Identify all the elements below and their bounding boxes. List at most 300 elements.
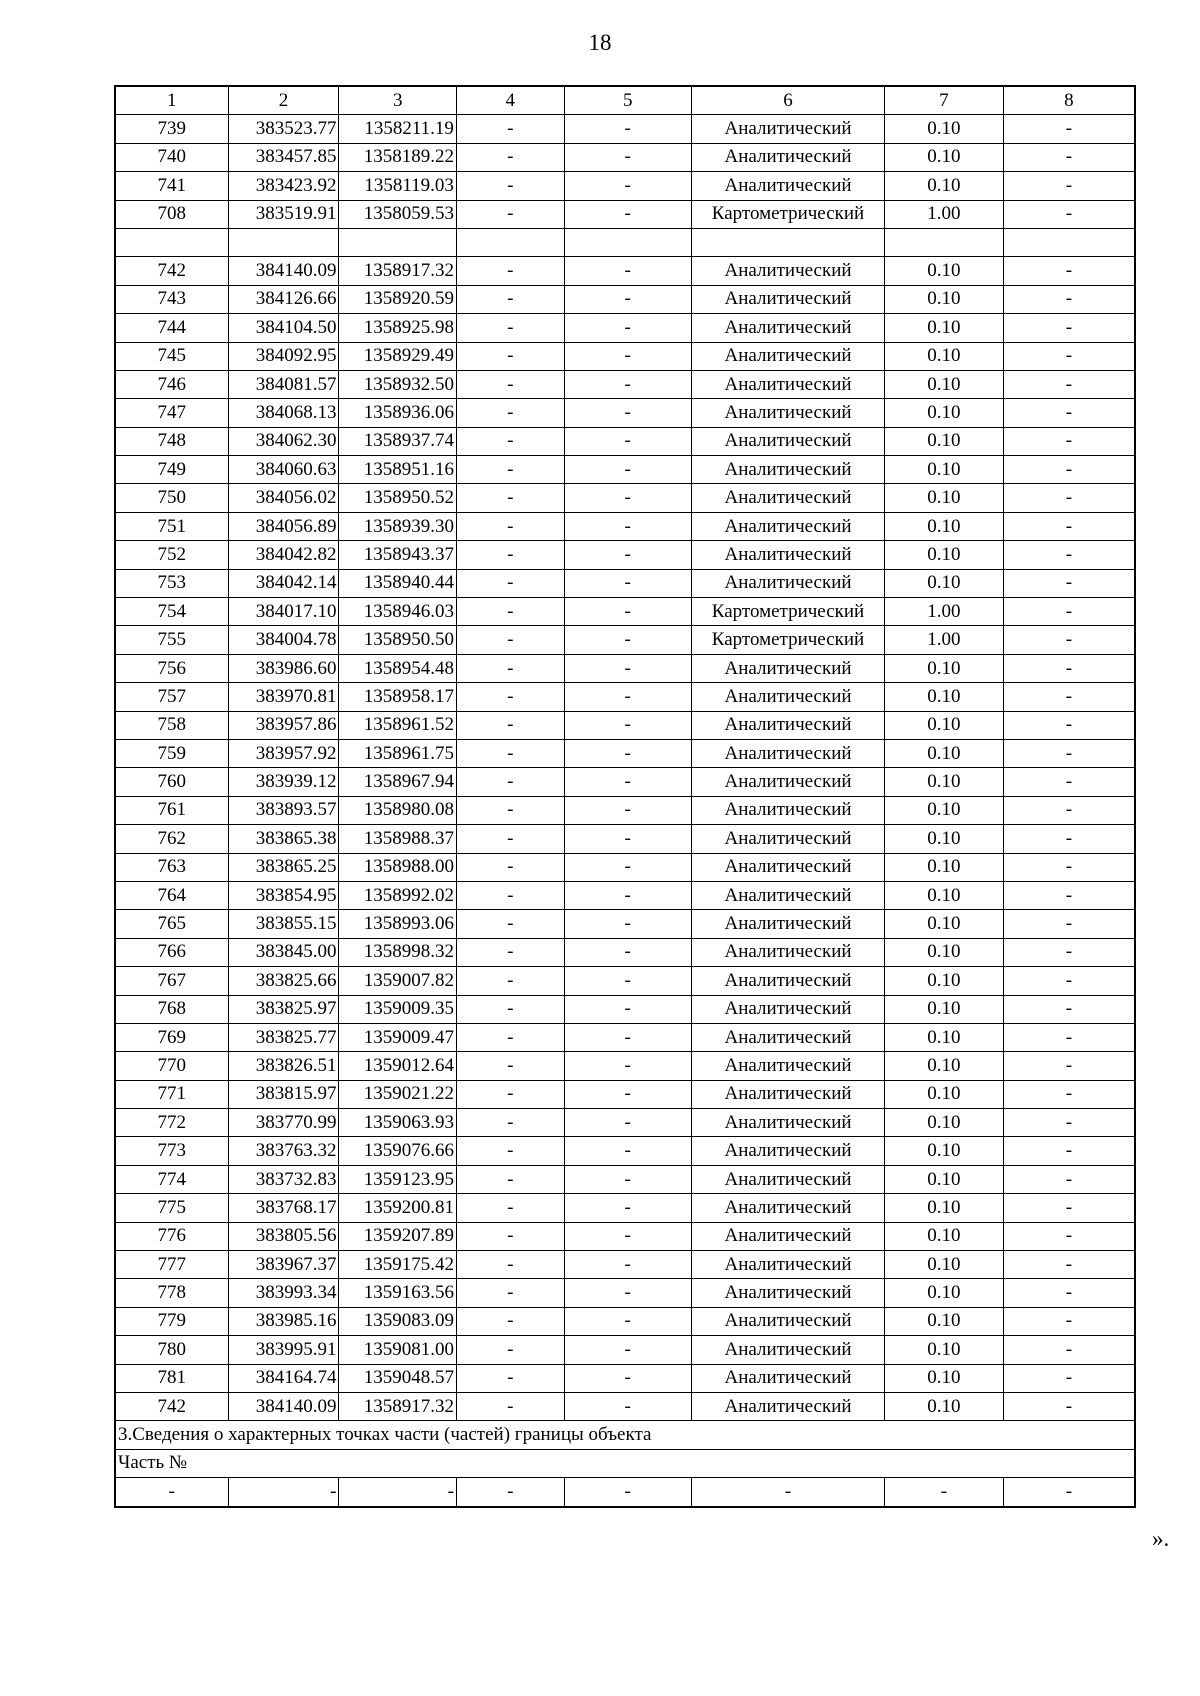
table-cell: -: [564, 1165, 691, 1193]
table-cell: 0.10: [885, 342, 1004, 370]
table-cell: -: [456, 569, 564, 597]
table-cell: 384164.74: [228, 1364, 339, 1392]
table-cell: 766: [115, 938, 228, 966]
table-cell: 383957.92: [228, 739, 339, 767]
table-cell: -: [564, 967, 691, 995]
table-row: [115, 1165, 1135, 1193]
table-cell: 781: [115, 1364, 228, 1392]
table-cell: -: [1003, 825, 1135, 853]
table-cell: 0.10: [885, 1251, 1004, 1279]
table-cell: 763: [115, 853, 228, 881]
table-cell: -: [1003, 512, 1135, 540]
table-cell: 762: [115, 825, 228, 853]
table-cell: -: [1003, 370, 1135, 398]
table-cell: -: [1003, 456, 1135, 484]
table-cell: -: [564, 626, 691, 654]
table-cell: 0.10: [885, 512, 1004, 540]
table-cell: 383939.12: [228, 768, 339, 796]
table-cell: 750: [115, 484, 228, 512]
table-cell: 1359081.00: [339, 1336, 456, 1364]
table-cell: 384092.95: [228, 342, 339, 370]
table-cell: -: [564, 910, 691, 938]
table-row: [115, 825, 1135, 853]
table-cell: 746: [115, 370, 228, 398]
column-header: 5: [564, 86, 691, 115]
table-cell: -: [1003, 1478, 1135, 1507]
table-cell: 0.10: [885, 1080, 1004, 1108]
table-cell: 1359163.56: [339, 1279, 456, 1307]
table-cell: 384081.57: [228, 370, 339, 398]
table-cell: 0.10: [885, 1279, 1004, 1307]
table-cell: -: [1003, 427, 1135, 455]
table-row: [115, 427, 1135, 455]
table-cell: -: [1003, 626, 1135, 654]
table-cell: -: [564, 484, 691, 512]
table-cell: 768: [115, 995, 228, 1023]
table-cell: -: [564, 1137, 691, 1165]
table-cell: 0.10: [885, 1165, 1004, 1193]
table-cell: [691, 228, 884, 256]
table-cell: 1.00: [885, 200, 1004, 228]
table-cell: -: [456, 1364, 564, 1392]
blank-row: [115, 228, 1135, 256]
table-cell: 384060.63: [228, 456, 339, 484]
table-cell: 0.10: [885, 569, 1004, 597]
table-cell: -: [456, 881, 564, 909]
table-cell: 1359048.57: [339, 1364, 456, 1392]
table-row: [115, 512, 1135, 540]
column-header: 7: [885, 86, 1004, 115]
table-cell: 383957.86: [228, 711, 339, 739]
table-cell: -: [564, 654, 691, 682]
table-cell: 383826.51: [228, 1052, 339, 1080]
table-row: [115, 1392, 1135, 1420]
table-cell: 384004.78: [228, 626, 339, 654]
table-row: [115, 172, 1135, 200]
table-cell: -: [564, 257, 691, 285]
table-cell: 0.10: [885, 1023, 1004, 1051]
table-cell: 1358967.94: [339, 768, 456, 796]
table-cell: -: [456, 626, 564, 654]
table-cell: -: [564, 1109, 691, 1137]
table-cell: -: [228, 1478, 339, 1507]
table-cell: -: [1003, 1251, 1135, 1279]
table-cell: 1358951.16: [339, 456, 456, 484]
table-cell: -: [1003, 569, 1135, 597]
table-cell: -: [564, 1307, 691, 1335]
table-cell: 0.10: [885, 1052, 1004, 1080]
table-cell: 0.10: [885, 853, 1004, 881]
table-row: [115, 1109, 1135, 1137]
column-header: 3: [339, 86, 456, 115]
table-cell: 0.10: [885, 1222, 1004, 1250]
table-cell: 1359012.64: [339, 1052, 456, 1080]
table-cell: -: [456, 1336, 564, 1364]
table-cell: -: [1003, 1137, 1135, 1165]
table-row: [115, 626, 1135, 654]
table-cell: 384140.09: [228, 257, 339, 285]
table-cell: 0.10: [885, 995, 1004, 1023]
table-cell: 0.10: [885, 683, 1004, 711]
table-cell: 753: [115, 569, 228, 597]
table-cell: -: [456, 967, 564, 995]
table-cell: -: [456, 541, 564, 569]
table-cell: -: [564, 1478, 691, 1507]
table-cell: -: [1003, 285, 1135, 313]
table-cell: -: [564, 399, 691, 427]
table-cell: Аналитический: [691, 995, 884, 1023]
table-cell: -: [456, 342, 564, 370]
table-row: [115, 314, 1135, 342]
table-cell: -: [564, 853, 691, 881]
table-row: [115, 399, 1135, 427]
table-cell: 383825.97: [228, 995, 339, 1023]
table-cell: 1358961.52: [339, 711, 456, 739]
table-cell: -: [1003, 711, 1135, 739]
table-row: [115, 569, 1135, 597]
table-cell: 0.10: [885, 711, 1004, 739]
table-cell: 0.10: [885, 910, 1004, 938]
table-cell: 1358988.37: [339, 825, 456, 853]
table-cell: Аналитический: [691, 938, 884, 966]
table-cell: Аналитический: [691, 1080, 884, 1108]
table-cell: -: [456, 683, 564, 711]
table-cell: 0.10: [885, 314, 1004, 342]
table-cell: Аналитический: [691, 370, 884, 398]
table-cell: 757: [115, 683, 228, 711]
table-cell: -: [1003, 739, 1135, 767]
table-row: [115, 200, 1135, 228]
column-header: 4: [456, 86, 564, 115]
table-cell: -: [456, 995, 564, 1023]
table-cell: -: [1003, 1052, 1135, 1080]
table-cell: 383825.66: [228, 967, 339, 995]
table-cell: 384042.82: [228, 541, 339, 569]
table-cell: -: [564, 1336, 691, 1364]
table-cell: -: [564, 739, 691, 767]
table-cell: 384062.30: [228, 427, 339, 455]
table-cell: 1359200.81: [339, 1194, 456, 1222]
table-cell: 1359009.35: [339, 995, 456, 1023]
table-cell: 383845.00: [228, 938, 339, 966]
table-cell: 384140.09: [228, 1392, 339, 1420]
table-cell: 383457.85: [228, 143, 339, 171]
table-cell: Аналитический: [691, 1137, 884, 1165]
table-cell: -: [564, 569, 691, 597]
table-row: [115, 1222, 1135, 1250]
table-cell: -: [564, 1080, 691, 1108]
table-cell: 708: [115, 200, 228, 228]
table-cell: Аналитический: [691, 285, 884, 313]
table-cell: -: [564, 1052, 691, 1080]
table-row: [115, 115, 1135, 143]
table-cell: Аналитический: [691, 967, 884, 995]
table-cell: 0.10: [885, 115, 1004, 143]
table-cell: 1358119.03: [339, 172, 456, 200]
table-cell: -: [456, 1137, 564, 1165]
table-cell: 1358211.19: [339, 115, 456, 143]
table-cell: 0.10: [885, 399, 1004, 427]
table-cell: Аналитический: [691, 257, 884, 285]
coordinates-table: [114, 85, 1136, 1508]
table-cell: 0.10: [885, 285, 1004, 313]
table-cell: -: [456, 285, 564, 313]
table-cell: -: [456, 172, 564, 200]
table-cell: Аналитический: [691, 910, 884, 938]
table-cell: 740: [115, 143, 228, 171]
table-cell: -: [339, 1478, 456, 1507]
table-row: [115, 796, 1135, 824]
table-cell: -: [1003, 1165, 1135, 1193]
table-cell: -: [564, 711, 691, 739]
table-cell: 0.10: [885, 1336, 1004, 1364]
table-cell: -: [1003, 967, 1135, 995]
table-cell: -: [456, 825, 564, 853]
table-row: [115, 1137, 1135, 1165]
table-cell: 0.10: [885, 257, 1004, 285]
table-cell: -: [1003, 1222, 1135, 1250]
table-cell: -: [456, 143, 564, 171]
table-cell: 1359021.22: [339, 1080, 456, 1108]
table-cell: 0.10: [885, 768, 1004, 796]
table-cell: 767: [115, 967, 228, 995]
table-cell: -: [564, 200, 691, 228]
table-cell: 0.10: [885, 1109, 1004, 1137]
table-cell: 0.10: [885, 484, 1004, 512]
table-cell: -: [1003, 1109, 1135, 1137]
table-cell: Аналитический: [691, 314, 884, 342]
table-cell: 1358937.74: [339, 427, 456, 455]
table-cell: Аналитический: [691, 711, 884, 739]
table-cell: 1359123.95: [339, 1165, 456, 1193]
table-cell: 764: [115, 881, 228, 909]
table-cell: Аналитический: [691, 143, 884, 171]
table-cell: 771: [115, 1080, 228, 1108]
table-cell: 0.10: [885, 739, 1004, 767]
table-cell: -: [564, 598, 691, 626]
table-cell: 0.10: [885, 938, 1004, 966]
table-cell: -: [564, 1392, 691, 1420]
table-cell: -: [564, 995, 691, 1023]
table-cell: -: [564, 456, 691, 484]
table-cell: 752: [115, 541, 228, 569]
table-cell: 774: [115, 1165, 228, 1193]
table-cell: 1358992.02: [339, 881, 456, 909]
table-cell: 0.10: [885, 172, 1004, 200]
table-cell: [339, 228, 456, 256]
table-cell: 383519.91: [228, 200, 339, 228]
table-cell: Аналитический: [691, 1222, 884, 1250]
table-row: [115, 598, 1135, 626]
empty-part-row: [115, 1478, 1135, 1507]
table-row: [115, 711, 1135, 739]
table-cell: 1358917.32: [339, 257, 456, 285]
table-row: [115, 285, 1135, 313]
table-cell: Аналитический: [691, 739, 884, 767]
table-cell: 775: [115, 1194, 228, 1222]
table-cell: -: [1003, 768, 1135, 796]
table-cell: -: [456, 711, 564, 739]
table-cell: 0.10: [885, 427, 1004, 455]
table-cell: 0.10: [885, 654, 1004, 682]
table-cell: 756: [115, 654, 228, 682]
table-cell: -: [115, 1478, 228, 1507]
table-cell: Аналитический: [691, 115, 884, 143]
table-cell: Аналитический: [691, 1194, 884, 1222]
table-cell: 383768.17: [228, 1194, 339, 1222]
table-cell: 383815.97: [228, 1080, 339, 1108]
table-cell: -: [456, 1194, 564, 1222]
table-row: [115, 1052, 1135, 1080]
table-row: [115, 853, 1135, 881]
table-cell: -: [1003, 853, 1135, 881]
table-cell: -: [456, 427, 564, 455]
table-cell: 742: [115, 1392, 228, 1420]
table-cell: -: [1003, 598, 1135, 626]
table-cell: Аналитический: [691, 1336, 884, 1364]
table-cell: -: [564, 938, 691, 966]
table-row: [115, 1194, 1135, 1222]
table-cell: 777: [115, 1251, 228, 1279]
table-cell: 1358958.17: [339, 683, 456, 711]
table-cell: 0.10: [885, 825, 1004, 853]
table-cell: [564, 228, 691, 256]
table-cell: -: [456, 370, 564, 398]
part-label-row: [115, 1449, 1135, 1477]
table-cell: Аналитический: [691, 1052, 884, 1080]
table-cell: -: [456, 512, 564, 540]
table-cell: Аналитический: [691, 456, 884, 484]
table-cell: 384126.66: [228, 285, 339, 313]
table-cell: 778: [115, 1279, 228, 1307]
table-cell: -: [456, 1109, 564, 1137]
table-cell: -: [456, 484, 564, 512]
table-cell: 0.10: [885, 143, 1004, 171]
header-row: [115, 86, 1135, 115]
table-cell: 742: [115, 257, 228, 285]
table-cell: -: [564, 115, 691, 143]
table-cell: Аналитический: [691, 172, 884, 200]
table-cell: 1359175.42: [339, 1251, 456, 1279]
table-cell: 1358920.59: [339, 285, 456, 313]
table-cell: -: [1003, 200, 1135, 228]
table-cell: 1359083.09: [339, 1307, 456, 1335]
table-cell: -: [456, 598, 564, 626]
table-row: [115, 1307, 1135, 1335]
table-cell: 383423.92: [228, 172, 339, 200]
table-cell: -: [456, 1052, 564, 1080]
table-cell: -: [456, 768, 564, 796]
table-cell: -: [1003, 1307, 1135, 1335]
table-cell: Аналитический: [691, 484, 884, 512]
table-cell: 1358946.03: [339, 598, 456, 626]
table-cell: 1358917.32: [339, 1392, 456, 1420]
table-cell: 0.10: [885, 1307, 1004, 1335]
table-cell: 1358943.37: [339, 541, 456, 569]
table-cell: -: [1003, 143, 1135, 171]
table-cell: 384056.02: [228, 484, 339, 512]
table-cell: 1359076.66: [339, 1137, 456, 1165]
table-cell: -: [691, 1478, 884, 1507]
table-cell: 776: [115, 1222, 228, 1250]
table-cell: -: [564, 427, 691, 455]
table-row: [115, 456, 1135, 484]
table-cell: Аналитический: [691, 768, 884, 796]
table-row: [115, 739, 1135, 767]
table-cell: 770: [115, 1052, 228, 1080]
column-header: 2: [228, 86, 339, 115]
table-cell: 383825.77: [228, 1023, 339, 1051]
table-cell: 1358954.48: [339, 654, 456, 682]
table-cell: 1358940.44: [339, 569, 456, 597]
table-cell: -: [564, 314, 691, 342]
table-cell: [1003, 228, 1135, 256]
table-cell: Аналитический: [691, 1392, 884, 1420]
table-cell: Аналитический: [691, 1279, 884, 1307]
table-row: [115, 683, 1135, 711]
table-cell: 780: [115, 1336, 228, 1364]
table-cell: 1358998.32: [339, 938, 456, 966]
table-cell: 0.10: [885, 1392, 1004, 1420]
table-cell: 758: [115, 711, 228, 739]
table-cell: -: [885, 1478, 1004, 1507]
table-cell: 1358993.06: [339, 910, 456, 938]
table-cell: Аналитический: [691, 1364, 884, 1392]
table-cell: 383970.81: [228, 683, 339, 711]
table-cell: 1358961.75: [339, 739, 456, 767]
table-cell: Аналитический: [691, 654, 884, 682]
table-cell: -: [564, 541, 691, 569]
table-cell: 745: [115, 342, 228, 370]
table-cell: 0.10: [885, 881, 1004, 909]
table-cell: -: [1003, 1080, 1135, 1108]
table-cell: 0.10: [885, 1194, 1004, 1222]
table-row: [115, 967, 1135, 995]
table-cell: 383993.34: [228, 1279, 339, 1307]
table-cell: -: [456, 910, 564, 938]
table-cell: -: [564, 512, 691, 540]
table-cell: 779: [115, 1307, 228, 1335]
table-cell: 1358988.00: [339, 853, 456, 881]
table-row: [115, 1364, 1135, 1392]
table-cell: Аналитический: [691, 427, 884, 455]
table-cell: -: [1003, 172, 1135, 200]
table-cell: -: [1003, 342, 1135, 370]
table-cell: 0.10: [885, 370, 1004, 398]
table-cell: Аналитический: [691, 683, 884, 711]
table-row: [115, 342, 1135, 370]
table-cell: -: [456, 456, 564, 484]
table-cell: Аналитический: [691, 1109, 884, 1137]
table-cell: 1358950.52: [339, 484, 456, 512]
table-cell: Картометрический: [691, 200, 884, 228]
table-cell: 383854.95: [228, 881, 339, 909]
table-cell: 1.00: [885, 626, 1004, 654]
table-cell: Аналитический: [691, 1307, 884, 1335]
table-cell: -: [456, 257, 564, 285]
table-cell: -: [564, 1222, 691, 1250]
table-cell: 1358925.98: [339, 314, 456, 342]
table-cell: -: [564, 1251, 691, 1279]
table-cell: [228, 228, 339, 256]
table-cell: 1359009.47: [339, 1023, 456, 1051]
table-cell: Аналитический: [691, 825, 884, 853]
table-cell: Картометрический: [691, 626, 884, 654]
table-cell: -: [456, 739, 564, 767]
table-cell: -: [1003, 115, 1135, 143]
table-cell: -: [456, 1080, 564, 1108]
table-cell: -: [564, 285, 691, 313]
